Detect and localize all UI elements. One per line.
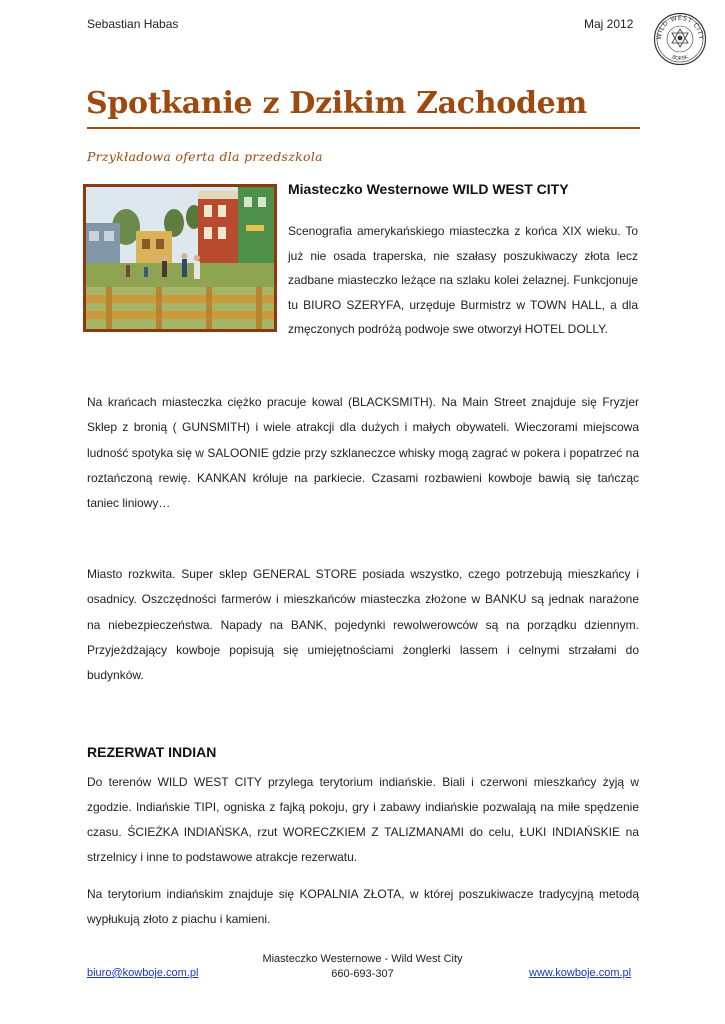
western-town-photo — [83, 184, 277, 332]
footer-phone: 660-693-307 — [331, 968, 394, 980]
page-title: Spotkanie z Dzikim Zachodem — [86, 86, 587, 121]
paragraph-gold-mine: Na terytorium indiańskim znajduje się KOPALNIA ZŁOTA, w której poszukiwacze tradycyjną metodą wypłukują złoto z piachu i kamieni. — [87, 887, 639, 926]
svg-text:BORSK: BORSK — [670, 54, 690, 63]
footer-company-name: Miasteczko Westernowe - Wild West City — [262, 953, 463, 965]
footer-website-link[interactable]: www.kowboje.com.pl — [529, 967, 632, 979]
header-date: Maj 2012 — [584, 17, 634, 31]
feature-heading: Miasteczko Westernowe WILD WEST CITY — [288, 181, 569, 197]
svg-text:WILD WEST CITY: WILD WEST CITY — [654, 13, 706, 41]
paragraph-town-attractions: Na krańcach miasteczka ciężko pracuje kowal (BLACKSMITH). Na Main Street znajduje się Fryzjer Sklep z bronią ( GUNSMITH) i wiele atrakcji dla dużych i małych obywateli. Wieczorami miejscowa ludność spotyka się w SALOONIE gdzie przy szklaneczce whisky mogą zagrać w pokera i popatrzeć na roztańczoną rewię. KANKAN króluje na parkiecie. Czasami rozbawieni kowboje bawią się tańcząc taniec liniowy… — [87, 395, 639, 511]
paragraph-town-life: Miasto rozkwita. Super sklep GENERAL STORE posiada wszystko, czego potrzebują mieszkańcy i osadnicy. Oszczędności farmerów i mieszkańców miasteczka złożone w BANKU są jednak narażone na niebezpieczeństwa. Napady na BANK, pojedynki rewolwerowców są na porządku dziennym. Przyjeżdżający kowboje popisują się umiejętnościami żonglerki lassem i celnymi strzałami do budynków. — [87, 567, 639, 683]
wild-west-city-stamp-icon — [653, 12, 707, 66]
page-subtitle: Przykładowa oferta dla przedszkola — [87, 149, 323, 164]
header-author: Sebastian Habas — [87, 17, 179, 31]
footer-email-link[interactable]: biuro@kowboje.com.pl — [87, 967, 199, 979]
title-divider — [87, 127, 640, 129]
feature-description: Scenografia amerykańskiego miasteczka z końca XIX wieku. To już nie osada traperska, nie szałasy poszukiwaczy złota lecz zadbane miasteczko leżące na szlaku kolei żelaznej. Funkcjonuje tu BIURO SZERYFA, urzęduje Burmistrz w TOWN HALL, a dla zmęczonych podróżą podwoje swe otworzył HOTEL DOLLY. — [288, 224, 638, 337]
section-heading-reservation: REZERWAT INDIAN — [87, 744, 217, 760]
paragraph-reservation: Do terenów WILD WEST CITY przylega terytorium indiańskie. Biali i czerwoni mieszkańcy żyją w zgodzie. Indiańskie TIPI, ogniska z fajką pokoju, gry i zabawy indiańskie pozwalają na miłe spędzenie czasu. ŚCIEŻKA INDIAŃSKA, rzut WORECZKIEM Z TALIZMANAMI do celu, ŁUKI INDIAŃSKIE na strzelnicy i inne to podstawowe atrakcje rezerwatu. — [87, 775, 639, 864]
